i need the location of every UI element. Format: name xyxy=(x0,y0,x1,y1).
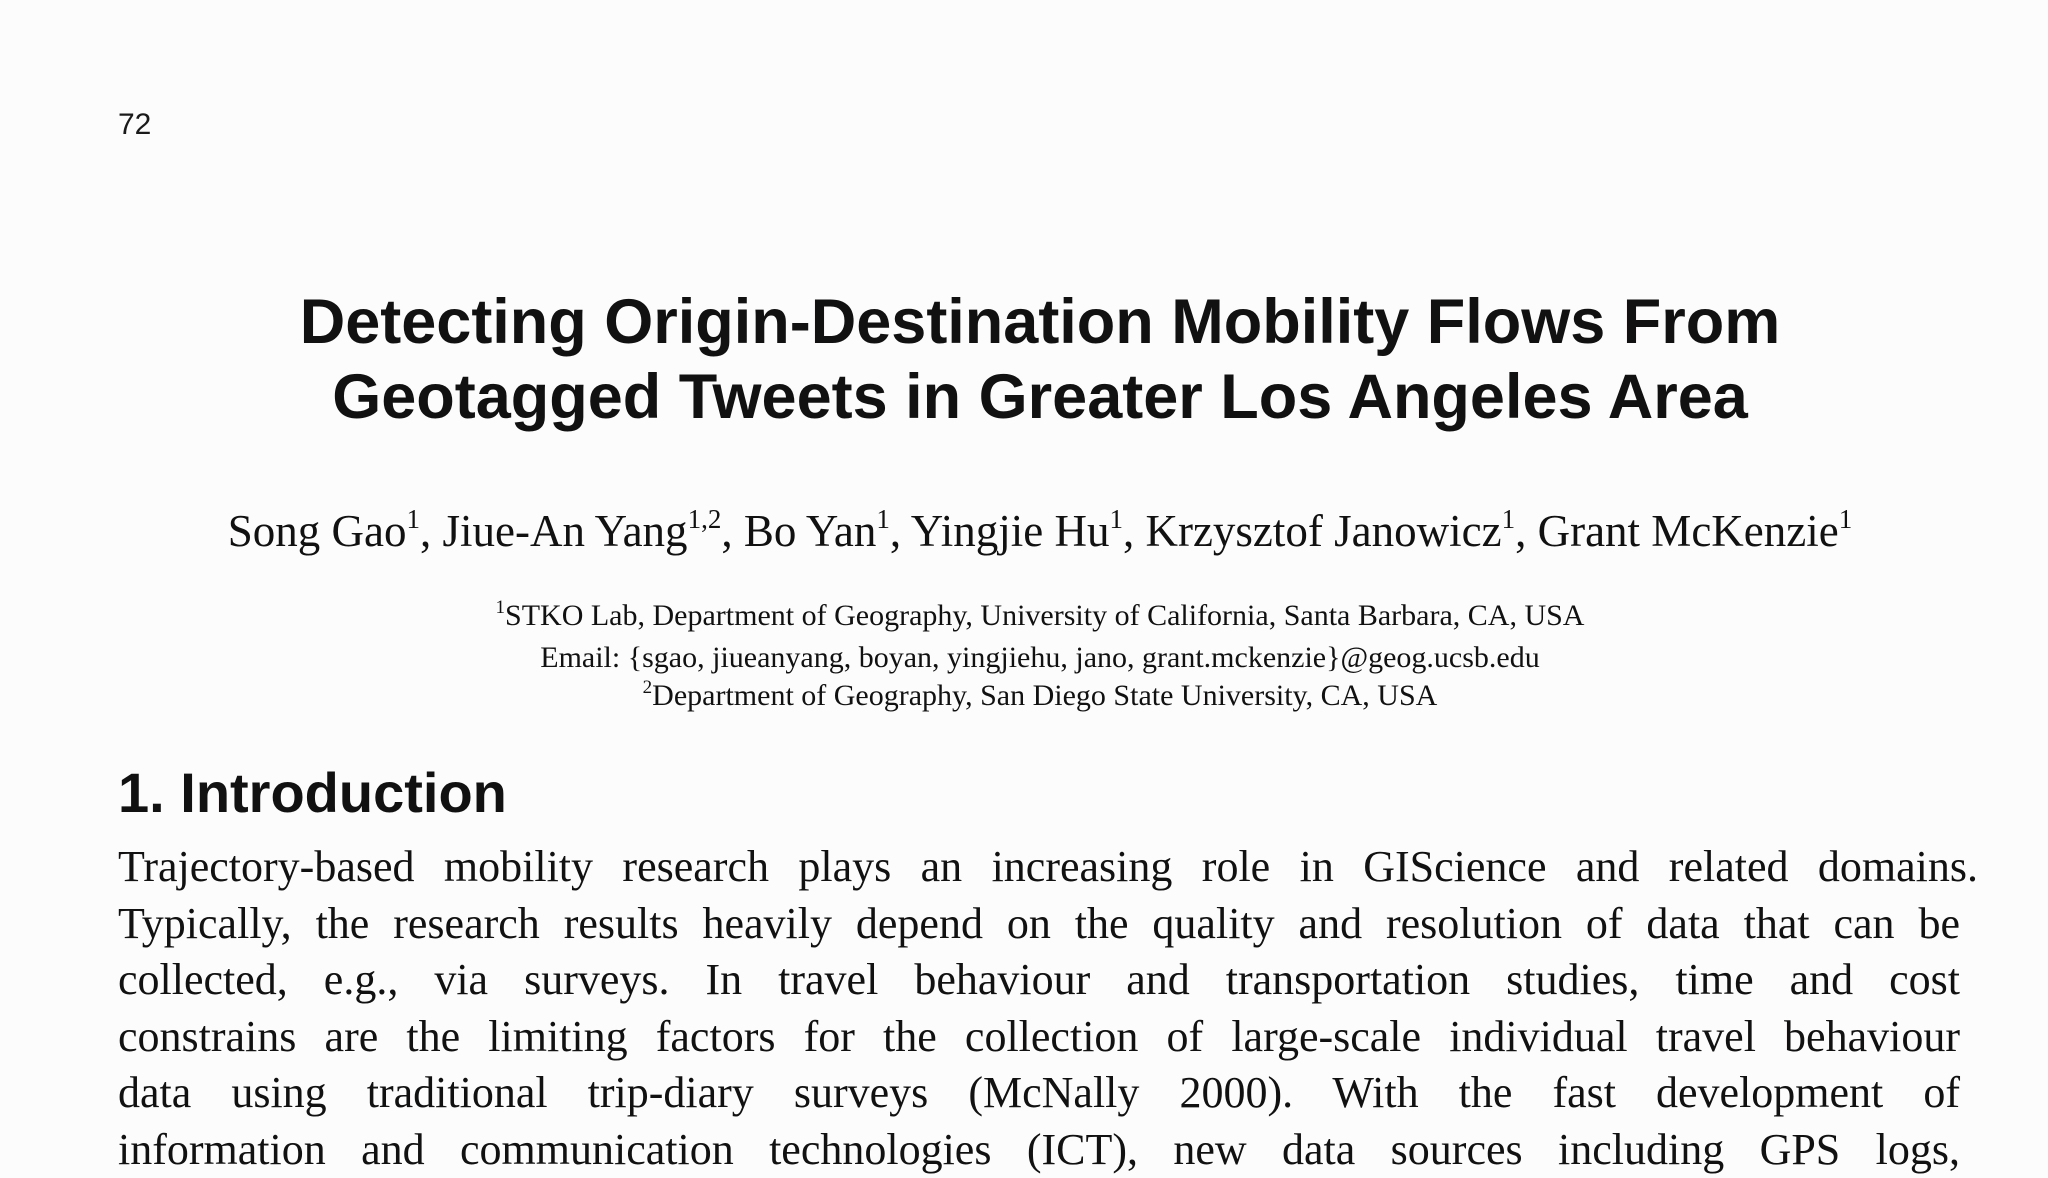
author-name: Song Gao xyxy=(228,506,407,556)
paper-title-line-1: Detecting Origin-Destination Mobility Flows From xyxy=(0,285,2048,360)
author-name: Krzysztof Janowicz xyxy=(1145,506,1501,556)
author-affiliation-mark: 1 xyxy=(876,504,890,534)
author-name: Jiue-An Yang xyxy=(443,506,688,556)
affiliation-2-text: Department of Geography, San Diego State University, CA, USA xyxy=(652,679,1437,712)
author-name: Bo Yan xyxy=(744,506,877,556)
affiliation-1-text: STKO Lab, Department of Geography, University of California, Santa Barbara, CA, USA xyxy=(505,599,1584,632)
body-line: data using traditional trip-diary surveys (McNally 2000). With the fast development of xyxy=(118,1065,1960,1122)
page-number: 72 xyxy=(118,108,151,142)
author-separator: , xyxy=(721,506,744,556)
author-name: Yingjie Hu xyxy=(911,506,1110,556)
affiliation-mark: 2 xyxy=(643,677,653,698)
paper-title xyxy=(0,285,2048,435)
affiliation-1 xyxy=(0,597,2048,639)
author-emails: Email: {sgao, jiueanyang, boyan, yingjiehu, jano, grant.mckenzie}@geog.ucsb.edu xyxy=(0,639,2048,677)
author-separator: , xyxy=(1515,506,1538,556)
body-line: Typically, the research results heavily depend on the quality and resolution of data that can be xyxy=(118,896,1960,953)
author-affiliation-mark: 1 xyxy=(1839,504,1853,534)
affiliation-mark: 1 xyxy=(496,597,506,618)
body-line: Trajectory-based mobility research plays an increasing role in GIScience and related domains. xyxy=(118,839,1978,896)
paper-title-line-2: Geotagged Tweets in Greater Los Angeles Area xyxy=(0,360,2048,435)
body-line: collected, e.g., via surveys. In travel behaviour and transportation studies, time and cost xyxy=(118,952,1960,1009)
affiliation-2 xyxy=(0,677,2048,719)
author-separator: , xyxy=(1123,506,1146,556)
author-affiliation-mark: 1 xyxy=(1109,504,1123,534)
author-affiliation-mark: 1 xyxy=(1502,504,1516,534)
author-separator: , xyxy=(890,506,911,556)
body-line: constrains are the limiting factors for the collection of large-scale individual travel behaviour xyxy=(118,1009,1960,1066)
author-name: Grant McKenzie xyxy=(1538,506,1839,556)
author-list xyxy=(0,503,2048,565)
body-line: information and communication technologies (ICT), new data sources including GPS logs, xyxy=(118,1122,1960,1178)
section-heading: 1. Introduction xyxy=(118,758,507,828)
author-affiliation-mark: 1,2 xyxy=(688,504,722,534)
affiliations xyxy=(0,597,2048,719)
author-affiliation-mark: 1 xyxy=(407,504,421,534)
section-body xyxy=(118,839,1960,1178)
author-separator: , xyxy=(420,506,443,556)
